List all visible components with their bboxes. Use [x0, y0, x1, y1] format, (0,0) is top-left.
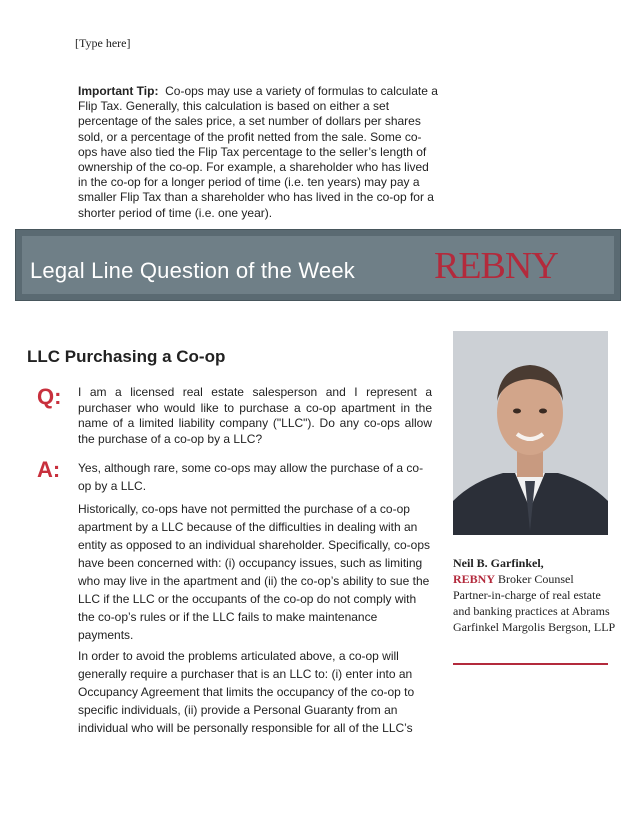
banner-title: Legal Line Question of the Week — [30, 258, 356, 283]
important-tip — [78, 84, 438, 221]
question-label: Q: — [37, 384, 62, 409]
tip-label: Important Tip: — [78, 84, 159, 98]
bio-rebny: REBNY — [453, 572, 496, 586]
author-name: Neil B. Garfinkel, — [453, 556, 544, 570]
author-role — [453, 571, 618, 587]
bio-divider — [453, 663, 608, 665]
banner — [15, 229, 621, 301]
header-note: [Type here] — [75, 36, 131, 50]
author-bio — [453, 555, 618, 635]
answer-text: Yes, although rare, some co-ops may allow the purchase of a co-op by a LLC. — [78, 461, 424, 493]
paragraph-requirements: In order to avoid the problems articulated above, a co-op will generally require a purchaser that is an LLC to: (i) enter into an Occupancy Agreement that limits the occupancy of the co-op to specific individuals, (ii) provide a Personal Guaranty from an individual who will be personally responsible for all of the LLC’s — [78, 649, 415, 735]
tip-text: Co-ops may use a variety of formulas to calculate a Flip Tax. Generally, this calculation is based on either a set percentage of the sales price, a set number of dollars per shares sold, or a percentage of the profit netted from the sale. Some co-ops have also tied the Flip Tax percentage to the seller’s length of ownership of the co-op. For example, a shareholder who has lived in the co-op for a longer period of time (i.e. ten years) may pay a smaller Flip Tax than a shareholder who has lived in the co-op for a shorter period of time (i.e. one year). — [78, 84, 438, 220]
author-practice: Partner-in-charge of real estate and banking practices at Abrams Garfinkel Margolis Bergson, LLP — [453, 588, 616, 634]
section-title: LLC Purchasing a Co-op — [27, 347, 226, 366]
answer-label: A: — [37, 457, 61, 482]
rebny-logo: REBNY — [434, 245, 558, 287]
portrait-photo — [453, 331, 608, 535]
paragraph-history: Historically, co-ops have not permitted the purchase of a co-op apartment by a LLC because of the difficulties in dealing with an entity as opposed to an individual shareholder. Specifically, co-ops have been concerned with: (i) occupancy issues, such as limiting who may live in the apartment and (ii) the co-op’s ability to sue the LLC if the LLC or the occupants of the co-op do not comply with the co-op’s rules or if the LLC fails to make maintenance payments. — [78, 502, 430, 642]
bio-role: Broker Counsel — [498, 572, 574, 586]
portrait-illustration — [453, 331, 608, 535]
question-text: I am a licensed real estate salesperson and I represent a purchaser who would like to purchase a co-op apartment in the name of a limited liability company ("LLC"). Do any co-ops allow the purchase of a co-op by a LLC? — [78, 385, 432, 446]
